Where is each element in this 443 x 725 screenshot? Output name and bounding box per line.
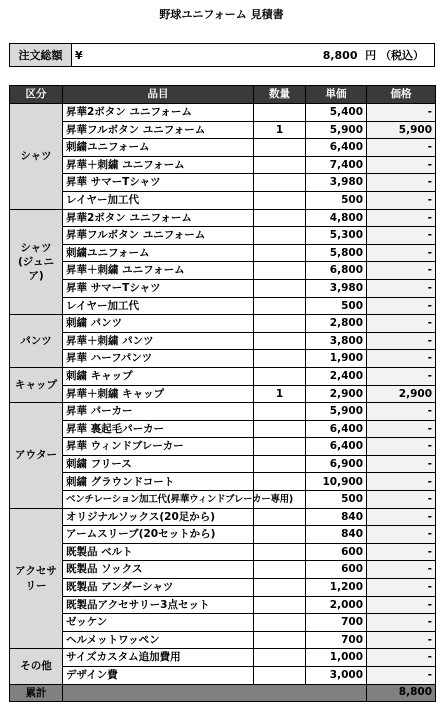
- unit-price-cell: 6,400: [306, 139, 367, 157]
- quantity-cell[interactable]: [254, 174, 306, 192]
- price-cell: -: [367, 667, 436, 685]
- table-row: [10, 526, 436, 544]
- quantity-cell[interactable]: [254, 191, 306, 209]
- unit-price-cell: 1,200: [306, 579, 367, 597]
- unit-price-cell: 10,900: [306, 473, 367, 491]
- item-cell: 既製品アクセサリー3点セット: [63, 596, 254, 614]
- table-header-row: [10, 86, 436, 104]
- total-value: 8,800: [367, 684, 436, 701]
- quantity-cell[interactable]: [254, 508, 306, 526]
- unit-price-cell: 3,800: [306, 332, 367, 350]
- quantity-cell[interactable]: [254, 614, 306, 632]
- price-cell: -: [367, 139, 436, 157]
- quantity-cell[interactable]: [254, 104, 306, 122]
- price-cell: -: [367, 526, 436, 544]
- unit-price-cell: 600: [306, 561, 367, 579]
- quantity-cell[interactable]: [254, 579, 306, 597]
- unit-price-cell: 840: [306, 508, 367, 526]
- category-cell: シャツ (ジュニア): [10, 209, 63, 315]
- unit-price-cell: 5,900: [306, 403, 367, 421]
- item-cell: 昇華 ウィンドブレーカー: [63, 438, 254, 456]
- item-cell: 昇華 サマーTシャツ: [63, 174, 254, 192]
- order-amount-value: 8,800: [322, 49, 358, 62]
- quantity-cell[interactable]: [254, 244, 306, 262]
- column-header-category: 区分: [10, 86, 63, 104]
- unit-price-cell: 840: [306, 526, 367, 544]
- order-total-label: 注文総額: [10, 44, 72, 67]
- table-row: [10, 579, 436, 597]
- table-row: [10, 455, 436, 473]
- quantity-cell[interactable]: [254, 543, 306, 561]
- table-row: [10, 121, 436, 139]
- price-cell: -: [367, 631, 436, 649]
- price-cell: -: [367, 350, 436, 368]
- unit-price-cell: 700: [306, 631, 367, 649]
- unit-price-cell: 6,800: [306, 262, 367, 280]
- item-cell: サイズカスタム追加費用: [63, 649, 254, 667]
- price-cell: -: [367, 579, 436, 597]
- quantity-cell[interactable]: [254, 156, 306, 174]
- unit-price-cell: 3,000: [306, 667, 367, 685]
- price-cell: -: [367, 227, 436, 245]
- item-cell: 昇華フルボタン ユニフォーム: [63, 227, 254, 245]
- table-row: [10, 614, 436, 632]
- item-cell: オリジナルソックス(20足から): [63, 508, 254, 526]
- price-cell: -: [367, 315, 436, 333]
- table-row: [10, 385, 436, 403]
- table-row: [10, 438, 436, 456]
- table-row: [10, 667, 436, 685]
- item-cell: 昇華＋刺繍 キャップ: [63, 385, 254, 403]
- order-total-amount: [96, 44, 435, 67]
- unit-price-cell: 5,400: [306, 104, 367, 122]
- price-cell: -: [367, 596, 436, 614]
- table-row: [10, 403, 436, 421]
- unit-price-cell: 2,900: [306, 385, 367, 403]
- unit-price-cell: 5,300: [306, 227, 367, 245]
- unit-price-cell: 4,800: [306, 209, 367, 227]
- quantity-cell[interactable]: [254, 332, 306, 350]
- item-cell: デザイン費: [63, 667, 254, 685]
- item-cell: 既製品 アンダーシャツ: [63, 579, 254, 597]
- table-row: [10, 227, 436, 245]
- price-cell: -: [367, 403, 436, 421]
- unit-price-cell: 500: [306, 491, 367, 509]
- table-row: [10, 139, 436, 157]
- unit-price-cell: 5,800: [306, 244, 367, 262]
- item-cell: 昇華2ボタン ユニフォーム: [63, 104, 254, 122]
- item-cell: 刺繍ユニフォーム: [63, 139, 254, 157]
- table-row: [10, 561, 436, 579]
- category-cell: シャツ: [10, 104, 63, 210]
- table-row: [10, 262, 436, 280]
- quantity-cell[interactable]: [254, 209, 306, 227]
- price-cell: -: [367, 420, 436, 438]
- table-row: [10, 367, 436, 385]
- quantity-cell[interactable]: [254, 367, 306, 385]
- item-cell: 昇華 パーカー: [63, 403, 254, 421]
- price-cell: -: [367, 543, 436, 561]
- table-row: [10, 279, 436, 297]
- price-cell: -: [367, 473, 436, 491]
- item-cell: ヘルメットワッペン: [63, 631, 254, 649]
- table-row: [10, 649, 436, 667]
- price-cell: -: [367, 455, 436, 473]
- category-cell: その他: [10, 649, 63, 684]
- unit-price-cell: 700: [306, 614, 367, 632]
- table-row: [10, 104, 436, 122]
- item-cell: 昇華＋刺繍 ユニフォーム: [63, 156, 254, 174]
- item-cell: 昇華 ハーフパンツ: [63, 350, 254, 368]
- item-cell: ベンチレーション加工代(昇華ウィンドブレーカー専用): [63, 491, 254, 509]
- price-cell: -: [367, 438, 436, 456]
- price-cell: -: [367, 332, 436, 350]
- table-row: [10, 473, 436, 491]
- estimate-table-body: [10, 104, 436, 702]
- quantity-cell[interactable]: [254, 649, 306, 667]
- quantity-cell[interactable]: [254, 526, 306, 544]
- item-cell: 昇華2ボタン ユニフォーム: [63, 209, 254, 227]
- unit-price-cell: 6,400: [306, 438, 367, 456]
- quantity-cell[interactable]: [254, 315, 306, 333]
- quantity-cell[interactable]: 1: [254, 121, 306, 139]
- quantity-cell[interactable]: [254, 139, 306, 157]
- unit-price-cell: 500: [306, 297, 367, 315]
- item-cell: 刺繍 グラウンドコート: [63, 473, 254, 491]
- item-cell: 昇華＋刺繍 ユニフォーム: [63, 262, 254, 280]
- item-cell: 刺繍 パンツ: [63, 315, 254, 333]
- price-cell: 2,900: [367, 385, 436, 403]
- price-cell: -: [367, 209, 436, 227]
- quantity-cell[interactable]: [254, 631, 306, 649]
- table-row: [10, 315, 436, 333]
- order-amount-suffix: 円 （税込）: [365, 49, 424, 62]
- currency-symbol: ¥: [72, 44, 97, 67]
- document-title: 野球ユニフォーム 見積書: [159, 8, 284, 21]
- table-row: [10, 297, 436, 315]
- item-cell: 既製品 ソックス: [63, 561, 254, 579]
- table-row: [10, 244, 436, 262]
- table-row: [10, 543, 436, 561]
- table-row: [10, 420, 436, 438]
- price-cell: 5,900: [367, 121, 436, 139]
- unit-price-cell: 6,400: [306, 420, 367, 438]
- order-total-box: [9, 43, 435, 67]
- unit-price-cell: 2,000: [306, 596, 367, 614]
- quantity-cell[interactable]: [254, 455, 306, 473]
- quantity-cell[interactable]: [254, 262, 306, 280]
- table-row: [10, 491, 436, 509]
- item-cell: 刺繍 フリース: [63, 455, 254, 473]
- category-cell: アクセサリー: [10, 508, 63, 649]
- unit-price-cell: 2,400: [306, 367, 367, 385]
- category-cell: パンツ: [10, 315, 63, 368]
- item-cell: 昇華フルボタン ユニフォーム: [63, 121, 254, 139]
- column-header-unit-price: 単価: [306, 86, 367, 104]
- price-cell: -: [367, 297, 436, 315]
- price-cell: -: [367, 262, 436, 280]
- quantity-cell[interactable]: [254, 350, 306, 368]
- unit-price-cell: 3,980: [306, 279, 367, 297]
- price-cell: -: [367, 191, 436, 209]
- table-row: [10, 191, 436, 209]
- category-cell: キャップ: [10, 367, 63, 402]
- unit-price-cell: 1,000: [306, 649, 367, 667]
- quantity-cell[interactable]: [254, 297, 306, 315]
- item-cell: 刺繍ユニフォーム: [63, 244, 254, 262]
- price-cell: -: [367, 156, 436, 174]
- quantity-cell[interactable]: [254, 438, 306, 456]
- table-row: [10, 156, 436, 174]
- price-cell: -: [367, 508, 436, 526]
- unit-price-cell: 6,900: [306, 455, 367, 473]
- table-row: [10, 350, 436, 368]
- quantity-cell[interactable]: [254, 596, 306, 614]
- item-cell: 昇華 裏起毛パーカー: [63, 420, 254, 438]
- unit-price-cell: 7,400: [306, 156, 367, 174]
- price-cell: -: [367, 279, 436, 297]
- total-row: [10, 684, 436, 701]
- unit-price-cell: 500: [306, 191, 367, 209]
- table-row: [10, 332, 436, 350]
- item-cell: アームスリーブ(20セットから): [63, 526, 254, 544]
- item-cell: ゼッケン: [63, 614, 254, 632]
- price-cell: -: [367, 244, 436, 262]
- quantity-cell[interactable]: [254, 227, 306, 245]
- item-cell: 昇華＋刺繍 パンツ: [63, 332, 254, 350]
- unit-price-cell: 2,800: [306, 315, 367, 333]
- total-spacer: [63, 684, 367, 701]
- table-row: [10, 631, 436, 649]
- column-header-item: 品目: [63, 86, 254, 104]
- table-row: [10, 209, 436, 227]
- item-cell: レイヤー加工代: [63, 191, 254, 209]
- unit-price-cell: 5,900: [306, 121, 367, 139]
- price-cell: -: [367, 367, 436, 385]
- estimate-table: [9, 85, 436, 702]
- unit-price-cell: 1,900: [306, 350, 367, 368]
- price-cell: -: [367, 491, 436, 509]
- quantity-cell[interactable]: [254, 473, 306, 491]
- unit-price-cell: 3,980: [306, 174, 367, 192]
- quantity-cell[interactable]: 1: [254, 385, 306, 403]
- item-cell: 昇華 サマーTシャツ: [63, 279, 254, 297]
- table-row: [10, 596, 436, 614]
- total-label: 累計: [10, 684, 63, 701]
- price-cell: -: [367, 561, 436, 579]
- column-header-price: 価格: [367, 86, 436, 104]
- price-cell: -: [367, 614, 436, 632]
- item-cell: レイヤー加工代: [63, 297, 254, 315]
- price-cell: -: [367, 104, 436, 122]
- column-header-quantity: 数量: [254, 86, 306, 104]
- unit-price-cell: 600: [306, 543, 367, 561]
- quantity-cell[interactable]: [254, 667, 306, 685]
- price-cell: -: [367, 649, 436, 667]
- table-row: [10, 174, 436, 192]
- quantity-cell[interactable]: [254, 561, 306, 579]
- quantity-cell[interactable]: [254, 420, 306, 438]
- table-row: [10, 508, 436, 526]
- quantity-cell[interactable]: [254, 403, 306, 421]
- price-cell: -: [367, 174, 436, 192]
- quantity-cell[interactable]: [254, 279, 306, 297]
- item-cell: 刺繍 キャップ: [63, 367, 254, 385]
- item-cell: 既製品 ベルト: [63, 543, 254, 561]
- category-cell: アウター: [10, 403, 63, 509]
